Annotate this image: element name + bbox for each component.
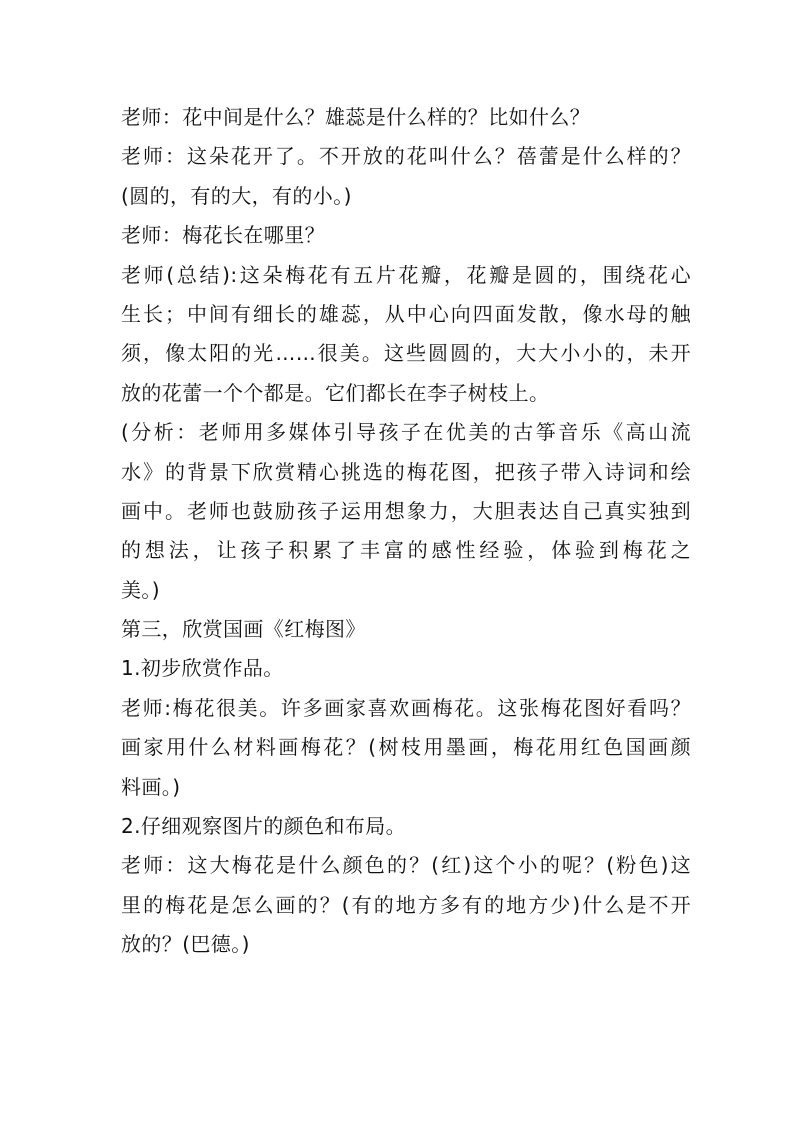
text-line: 料画。)	[121, 774, 181, 799]
text-line: 放的花蕾一个个都是。它们都长在李子树枝上。	[121, 380, 550, 405]
text-line: 里的梅花是怎么画的？(有的地方多有的地方少)什么是不开	[121, 892, 691, 917]
document-body	[121, 98, 691, 965]
text-line: 老师：这朵花开了。不开放的花叫什么？蓓蕾是什么样的？	[121, 144, 691, 169]
text-line: 生长；中间有细长的雄蕊，从中心向四面发散，像水母的触	[121, 301, 691, 326]
text-line: 画家用什么材料画梅花？(树枝用墨画，梅花用红色国画颜	[121, 735, 691, 760]
section-heading: 第三，欣赏国画《红梅图》	[121, 617, 366, 642]
text-line: 老师：这大梅花是什么颜色的？(红)这个小的呢？(粉色)这	[121, 853, 691, 878]
text-line: 老师：花中间是什么？雄蕊是什么样的？比如什么？	[121, 105, 591, 129]
text-line: 老师：梅花长在哪里？	[121, 223, 325, 248]
text-line: 老师:梅花很美。许多画家喜欢画梅花。这张梅花图好看吗？	[121, 695, 691, 720]
text-line: 须，像太阳的光……很美。这些圆圆的，大大小小的，未开	[121, 341, 691, 366]
text-line: 美。)	[121, 577, 161, 602]
text-line: 水》的背景下欣赏精心挑选的梅花图，把孩子带入诗词和绘	[121, 459, 691, 484]
text-line: (分析：老师用多媒体引导孩子在优美的古筝音乐《高山流	[121, 420, 691, 445]
text-line: 放的？(巴德。)	[121, 932, 250, 957]
text-line: 老师(总结):这朵梅花有五片花瓣，花瓣是圆的，围绕花心	[121, 262, 691, 287]
text-line: 的想法，让孩子积累了丰富的感性经验，体验到梅花之	[121, 538, 691, 563]
text-line: 画中。老师也鼓励孩子运用想象力，大胆表达自己真实独到	[121, 498, 691, 523]
text-line: (圆的，有的大，有的小。)	[121, 183, 352, 208]
numbered-item: 1.初步欣赏作品。	[121, 656, 284, 681]
numbered-item: 2.仔细观察图片的颜色和布局。	[121, 814, 407, 839]
